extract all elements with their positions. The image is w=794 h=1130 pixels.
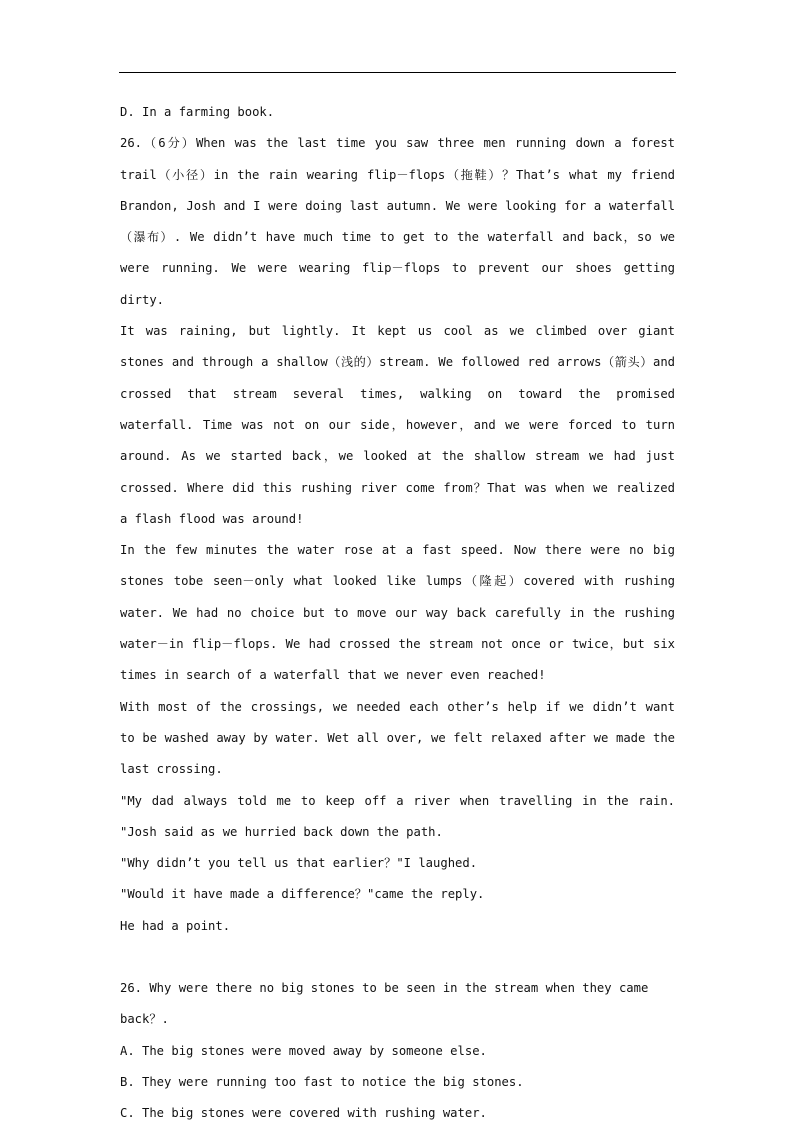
option-b: B. They were running too fast to notice the big stones. — [120, 1074, 524, 1089]
header-rule — [119, 72, 676, 73]
passage-paragraph-4: With most of the crossings, we needed each other’s help if we didn’t want to be washed away by water. Wet all over, we felt relaxed after we made the last crossing. — [120, 699, 675, 777]
spacer — [120, 942, 675, 973]
passage-paragraph-6: "Why didn’t you tell us that earlier？"I laughed. — [120, 856, 478, 871]
passage-paragraph-1: 26.（6分）When was the last time you saw three men running down a forest trail（小径）in the rain wearing flip－flops（拖鞋）？That’s what my friend Brandon, Josh and I were doing last autumn. We were looking for a waterfall（瀑布）. We didn’t have much time to get to the waterfall and back，so we were running. We were wearing flip－flops to prevent our shoes getting dirty. — [120, 136, 675, 307]
previous-option-d: D. In a farming book. — [120, 105, 275, 119]
document-body — [120, 97, 675, 1130]
passage-paragraph-2: It was raining, but lightly. It kept us cool as we climbed over giant stones and through a shallow（浅的）stream. We followed red arrows（箭头）and crossed that stream several times, walking on toward the promised waterfall. Time was not on our side，however，and we were forced to turn around. As we started back，we looked at the shallow stream we had just crossed. Where did this rushing river come from？That was when we realized a flash flood was around! — [120, 324, 675, 526]
option-c: C. The big stones were covered with rushing water. — [120, 1106, 487, 1121]
question-stem: 26. Why were there no big stones to be seen in the stream when they came back？. — [120, 981, 649, 1027]
option-a: A. The big stones were moved away by someone else. — [120, 1043, 487, 1058]
passage-paragraph-5: "My dad always told me to keep off a river when travelling in the rain. "Josh said as we hurried back down the path. — [120, 793, 675, 839]
passage-paragraph-7: "Would it have made a difference？"came the reply. — [120, 887, 485, 902]
passage-paragraph-8: He had a point. — [120, 918, 231, 933]
passage-paragraph-3: In the few minutes the water rose at a fast speed. Now there were no big stones tobe seen－only what looked like lumps（隆起）covered with rushing water. We had no choice but to move our way back carefully in the rushing water－in flip－flops. We had crossed the stream not once or twice，but six times in search of a waterfall that we never even reached! — [120, 543, 675, 683]
